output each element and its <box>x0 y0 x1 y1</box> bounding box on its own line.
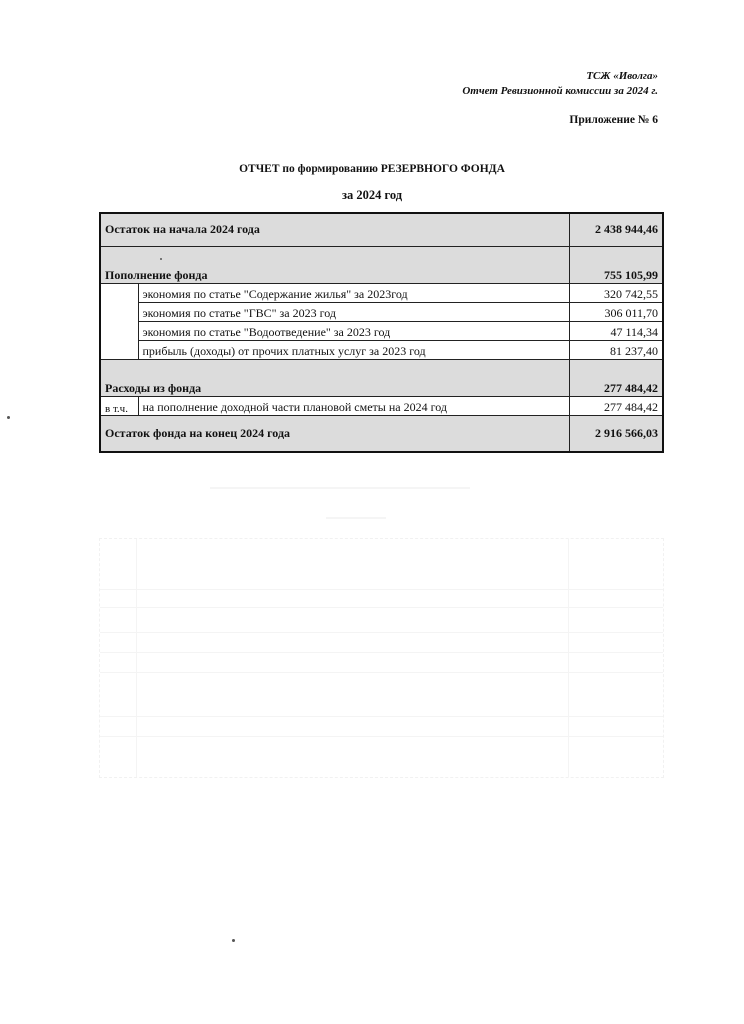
bleed-through-subtitle <box>326 517 386 527</box>
incl-label: в т.ч. <box>100 396 138 415</box>
income-item-label: экономия по статье "Водоотведение" за 2023 год <box>138 321 569 340</box>
income-item-row <box>100 302 663 321</box>
closing-balance-value: 2 916 566,03 <box>569 415 663 452</box>
appendix-number: Приложение № 6 <box>569 114 658 126</box>
bleed-through-title <box>210 487 470 499</box>
bleed-through-line <box>100 607 663 608</box>
opening-balance-value: 2 438 944,46 <box>569 213 663 246</box>
closing-balance-label: Остаток фонда на конец 2024 года <box>100 415 569 452</box>
reserve-fund-table <box>99 212 664 453</box>
income-item-row <box>100 283 663 302</box>
bleed-through-table <box>99 538 664 778</box>
expenses-total-row <box>100 359 663 396</box>
report-title: ОТЧЕТ по формированию РЕЗЕРВНОГО ФОНДА <box>239 163 505 175</box>
income-total-label: Пополнение фонда <box>100 246 569 283</box>
income-item-label: экономия по статье "Содержание жилья" за 2023год <box>138 283 569 302</box>
income-total-row <box>100 246 663 283</box>
bleed-through-line <box>100 716 663 717</box>
expenses-item-label: на пополнение доходной части плановой сметы на 2024 год <box>138 396 569 415</box>
income-item-label: прибыль (доходы) от прочих платных услуг за 2023 год <box>138 340 569 359</box>
organization-name: ТСЖ «Иволга» <box>586 70 658 82</box>
bleed-through-line <box>100 652 663 653</box>
scan-speck <box>7 416 10 419</box>
income-item-value: 306 011,70 <box>569 302 663 321</box>
income-item-row <box>100 321 663 340</box>
income-item-label: экономия по статье "ГВС" за 2023 год <box>138 302 569 321</box>
closing-balance-row <box>100 415 663 452</box>
income-total-value: 755 105,99 <box>569 246 663 283</box>
income-item-value: 320 742,55 <box>569 283 663 302</box>
income-item-row <box>100 340 663 359</box>
expenses-item-row <box>100 396 663 415</box>
bleed-through-line <box>100 672 663 673</box>
expenses-item-value: 277 484,42 <box>569 396 663 415</box>
expenses-total-value: 277 484,42 <box>569 359 663 396</box>
income-item-value: 81 237,40 <box>569 340 663 359</box>
bleed-through-line <box>568 539 569 777</box>
scan-speck <box>160 258 162 260</box>
report-period: за 2024 год <box>341 188 403 202</box>
bleed-through-line <box>136 539 137 777</box>
income-indent-cell <box>100 283 138 359</box>
opening-balance-row <box>100 213 663 246</box>
expenses-total-label: Расходы из фонда <box>100 359 569 396</box>
bleed-through-line <box>100 736 663 737</box>
bleed-through-line <box>100 589 663 590</box>
report-reference: Отчет Ревизионной комиссии за 2024 г. <box>462 85 658 97</box>
scan-speck <box>232 939 235 942</box>
opening-balance-label: Остаток на начала 2024 года <box>100 213 569 246</box>
bleed-through-line <box>100 632 663 633</box>
income-item-value: 47 114,34 <box>569 321 663 340</box>
